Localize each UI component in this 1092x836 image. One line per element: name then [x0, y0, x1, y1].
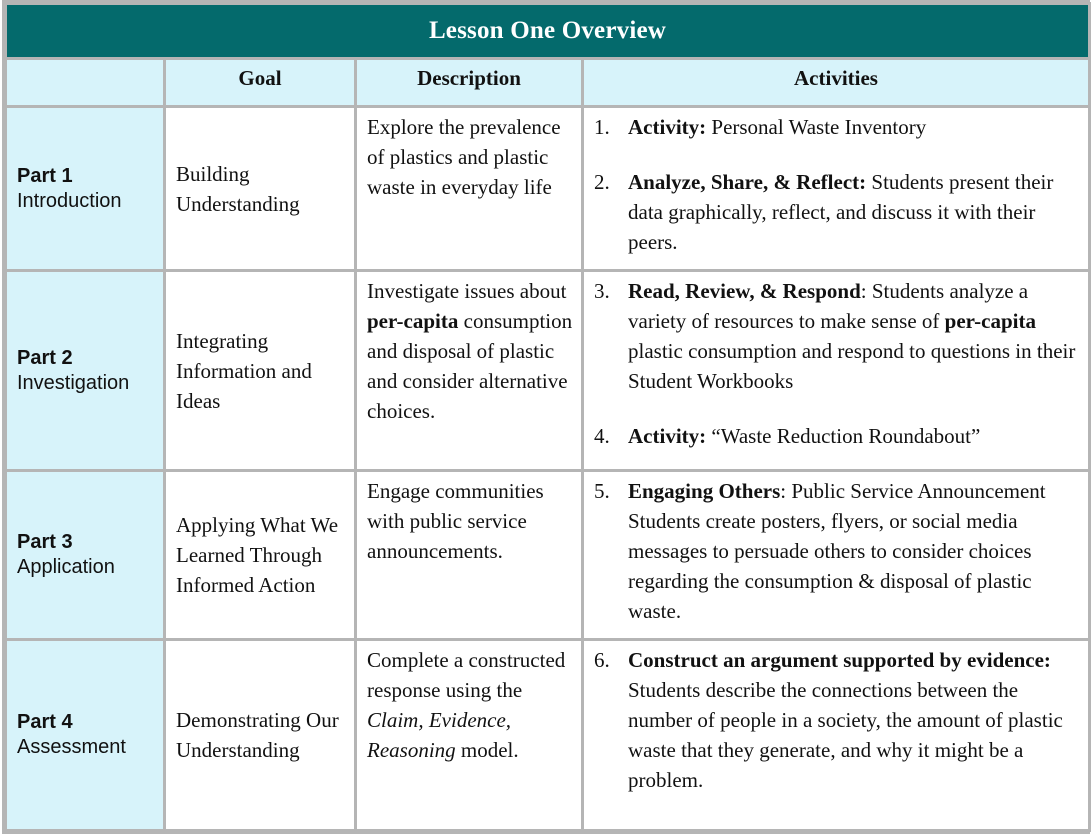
- title-row: [7, 5, 1088, 57]
- activity-text: [628, 276, 1078, 396]
- part-name: Application: [17, 556, 115, 579]
- activity-rest: Students describe the connections between the number of people in a society, the amount of plastic waste that they generate, and why it might be a problem.: [628, 678, 1063, 793]
- activity-item: [594, 645, 1078, 795]
- description-cell: [357, 272, 581, 469]
- header-activities: Activities: [584, 60, 1088, 104]
- goal-cell: Applying What We Learned Through Informed Action: [166, 472, 354, 638]
- activity-bold: Activity:: [628, 114, 707, 139]
- activity-text: [628, 645, 1078, 795]
- activity-rest: : Students analyze a variety of resources to make sense of: [628, 279, 1029, 334]
- activity-rest: plastic consumption and respond to questions in their Student Workbooks: [628, 339, 1076, 394]
- activity-rest: : Public Service Announcement Students create posters, flyers, or social media messages to persuade others to consider choices regarding the consumption & disposal of plastic waste.: [628, 478, 1046, 623]
- activity-item: [594, 421, 1078, 451]
- part-cell: [7, 108, 163, 269]
- activity-item: [594, 276, 1078, 396]
- part-number: Part 2: [17, 346, 73, 369]
- part-cell: [7, 472, 163, 638]
- activity-text: [628, 167, 1078, 257]
- description-italic: Claim, Evidence, Reasoning: [367, 708, 512, 763]
- activity-bold: Read, Review, & Respond: [628, 279, 861, 304]
- activity-number: 2.: [594, 169, 610, 194]
- description-cell: Engage communities with public service announcements.: [357, 472, 581, 638]
- activity-bold: Analyze, Share, & Reflect:: [628, 169, 867, 194]
- goal-cell: Building Understanding: [166, 108, 354, 269]
- activity-bold: per-capita: [944, 309, 1037, 334]
- activities-cell: [584, 641, 1088, 829]
- activity-number: 3.: [594, 279, 610, 304]
- lesson-overview-table: [4, 2, 1091, 832]
- description-cell: [357, 641, 581, 829]
- lesson-overview-table-frame: [2, 0, 1090, 834]
- activity-bold: Construct an argument supported by evidence:: [628, 648, 1051, 673]
- activities-cell: [584, 272, 1088, 469]
- activity-text: [628, 112, 1078, 142]
- activity-bold: Engaging Others: [628, 478, 781, 503]
- header-blank-cell: [7, 60, 163, 104]
- activity-number: 1.: [594, 114, 610, 139]
- activity-text: [628, 476, 1078, 626]
- table-row: [7, 641, 1088, 829]
- header-row: [7, 60, 1088, 104]
- activities-cell: [584, 108, 1088, 269]
- description-cell: Explore the prevalence of plastics and plastic waste in everyday life: [357, 108, 581, 269]
- activity-item: [594, 112, 1078, 142]
- table-title: Lesson One Overview: [7, 5, 1088, 57]
- header-description: Description: [357, 60, 581, 104]
- part-number: Part 1: [17, 164, 73, 187]
- part-cell: [7, 272, 163, 469]
- description-text: Complete a constructed response using the: [367, 648, 566, 703]
- table-row: [7, 472, 1088, 638]
- part-number: Part 4: [17, 711, 73, 734]
- activity-number: 6.: [594, 648, 610, 673]
- activity-bold: Activity:: [628, 424, 707, 449]
- part-number: Part 3: [17, 531, 73, 554]
- activity-item: [594, 167, 1078, 257]
- part-cell: [7, 641, 163, 829]
- activities-cell: [584, 472, 1088, 638]
- description-bold: per-capita: [367, 309, 459, 334]
- header-goal: Goal: [166, 60, 354, 104]
- part-name: Assessment: [17, 736, 126, 759]
- activity-rest: “Waste Reduction Roundabout”: [706, 424, 981, 449]
- table-row: [7, 108, 1088, 269]
- activity-rest: Students present their data graphically, reflect, and discuss it with their peers.: [628, 169, 1054, 254]
- activity-item: [594, 476, 1078, 626]
- activity-text: [628, 421, 1078, 451]
- description-text: Investigate issues about: [367, 279, 567, 304]
- activity-number: 5.: [594, 478, 610, 503]
- table-row: [7, 272, 1088, 469]
- activity-rest: Personal Waste Inventory: [706, 114, 927, 139]
- description-text: model.: [455, 738, 519, 763]
- part-name: Investigation: [17, 371, 130, 394]
- goal-cell: Integrating Information and Ideas: [166, 272, 354, 469]
- part-name: Introduction: [17, 189, 122, 212]
- goal-cell: Demonstrating Our Understanding: [166, 641, 354, 829]
- description-text: consumption and disposal of plastic and consider alternative choices.: [367, 309, 573, 424]
- activity-number: 4.: [594, 424, 610, 449]
